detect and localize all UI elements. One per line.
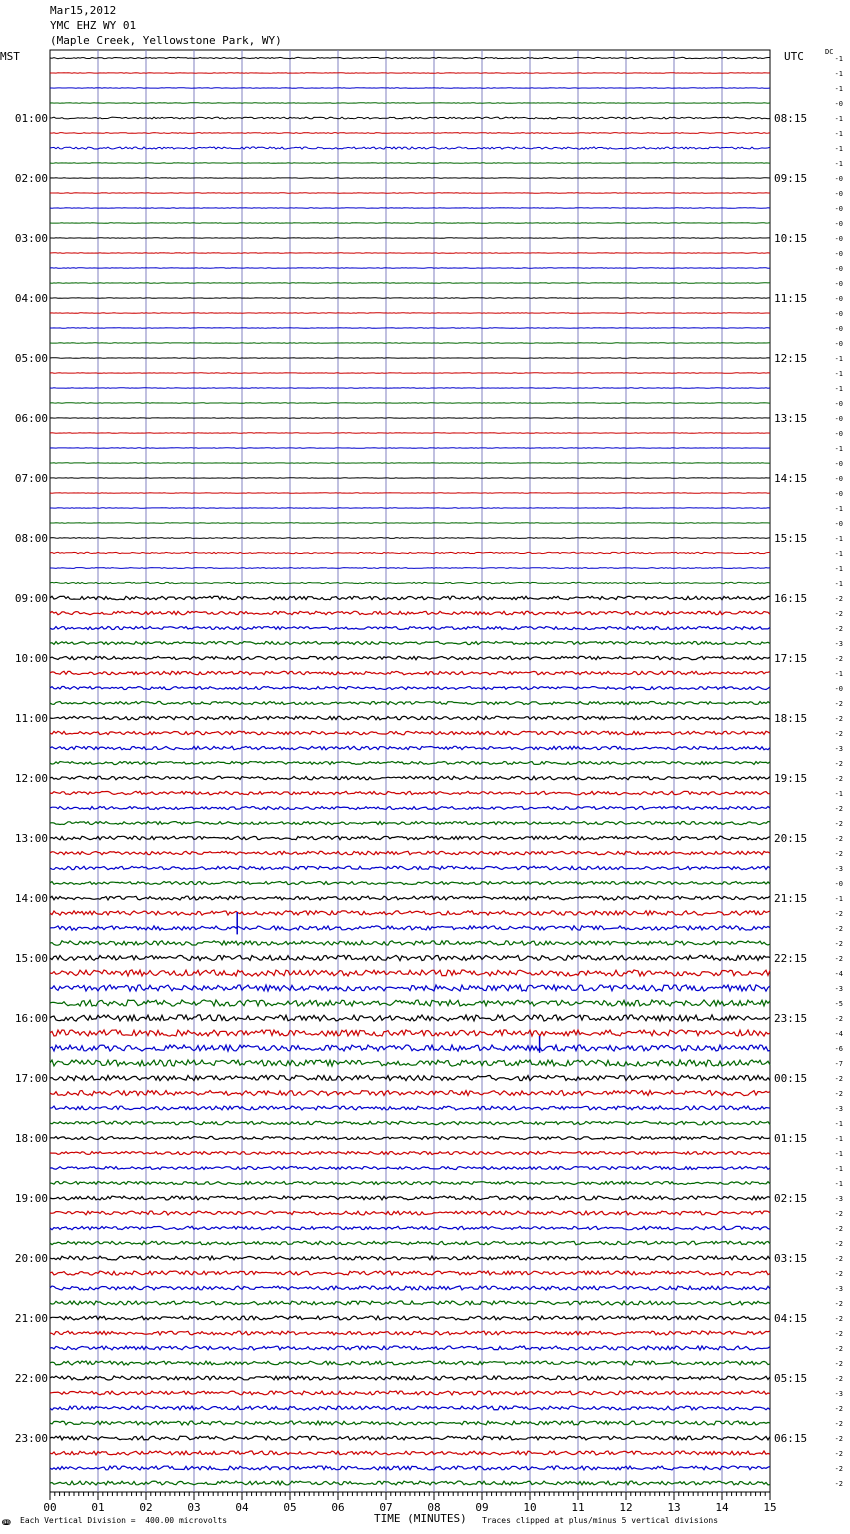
mst-hour-label: 09:00: [14, 592, 48, 605]
dc-offset-label: -1: [834, 385, 843, 393]
dc-offset-label: -2: [834, 1405, 843, 1413]
mst-hour-label: 21:00: [14, 1312, 48, 1325]
x-tick-label: 00: [43, 1501, 57, 1514]
trace-black: [50, 1256, 770, 1260]
trace-green: [50, 1481, 770, 1485]
trace-black: [50, 596, 770, 600]
mst-hour-label: 05:00: [14, 352, 48, 365]
utc-hour-label: 23:15: [774, 1012, 808, 1025]
scale-note: Each Vertical Division = 400.00 microvolts: [20, 1516, 228, 1525]
trace-blue: [50, 985, 770, 991]
mst-hour-label: 19:00: [14, 1192, 48, 1205]
dc-offset-label: -2: [834, 1450, 843, 1458]
dc-offset-label: -1: [834, 1165, 843, 1173]
x-tick-label: 13: [667, 1501, 681, 1514]
dc-offset-label: -2: [834, 595, 843, 603]
trace-black: [50, 716, 770, 720]
dc-offset-label: -0: [834, 280, 843, 288]
dc-offset-label: -2: [834, 760, 843, 768]
trace-red: [50, 1271, 770, 1275]
trace-blue: [50, 1045, 770, 1051]
trace-blue: [50, 627, 770, 630]
dc-offset-label: -2: [834, 1210, 843, 1218]
trace-black: [50, 1075, 770, 1080]
trace-green: [50, 1361, 770, 1365]
trace-blue: [50, 807, 770, 810]
trace-green: [50, 1060, 770, 1066]
mst-hour-label: 13:00: [14, 832, 48, 845]
trace-green: [50, 1000, 770, 1006]
dc-offset-label: -2: [834, 1345, 843, 1353]
dc-offset-label: -1: [834, 55, 843, 63]
dc-offset-label: -2: [834, 730, 843, 738]
trace-green: [50, 941, 770, 945]
mst-hour-label: 14:00: [14, 892, 48, 905]
trace-red: [50, 911, 770, 915]
dc-offset-label: -3: [834, 745, 843, 753]
dc-offset-label: -1: [834, 565, 843, 573]
dc-offset-label: -1: [834, 580, 843, 588]
trace-black: [50, 538, 770, 539]
utc-hour-label: 10:15: [774, 232, 808, 245]
dc-offset-label: -1: [834, 145, 843, 153]
left-axis-label: MST: [0, 50, 20, 63]
dc-offset-label: -2: [834, 1330, 843, 1338]
utc-hour-label: 15:15: [774, 532, 808, 545]
dc-offset-label: -2: [834, 1300, 843, 1308]
trace-red: [50, 1030, 770, 1036]
x-tick-label: 07: [379, 1501, 393, 1514]
trace-black: [50, 1376, 770, 1380]
mst-hour-label: 15:00: [14, 952, 48, 965]
plot-date: Mar15,2012: [50, 4, 117, 17]
x-tick-label: 06: [331, 1501, 345, 1514]
dc-offset-label: -0: [834, 490, 843, 498]
utc-hour-label: 13:15: [774, 412, 808, 425]
dc-offset-label: -7: [834, 1060, 843, 1068]
dc-offset-label: -4: [834, 1030, 843, 1038]
mst-hour-label: 06:00: [14, 412, 48, 425]
trace-green: [50, 822, 770, 825]
x-tick-label: 09: [475, 1501, 489, 1514]
trace-black: [50, 955, 770, 960]
trace-black: [50, 1137, 770, 1140]
dc-offset-label: -2: [834, 1075, 843, 1083]
dc-offset-label: -1: [834, 445, 843, 453]
trace-green: [50, 1301, 770, 1305]
dc-offset-label: -2: [834, 610, 843, 618]
trace-blue: [50, 1167, 770, 1170]
dc-offset-label: -1: [834, 550, 843, 558]
trace-red: [50, 552, 770, 553]
trace-black: [50, 896, 770, 900]
trace-blue: [50, 1226, 770, 1230]
trace-blue: [50, 1406, 770, 1410]
trace-black: [50, 57, 770, 58]
dc-offset-label: -3: [834, 865, 843, 873]
dc-offset-label: -1: [834, 85, 843, 93]
trace-blue: [50, 1106, 770, 1110]
trace-blue: [50, 568, 770, 569]
trace-black: [50, 1316, 770, 1320]
dc-offset-label: -2: [834, 1480, 843, 1488]
dc-offset-label: -1: [834, 70, 843, 78]
dc-offset-label: -1: [834, 115, 843, 123]
dc-offset-label: -2: [834, 1360, 843, 1368]
mst-hour-label: 12:00: [14, 772, 48, 785]
mst-hour-label: 02:00: [14, 172, 48, 185]
dc-offset-label: -0: [834, 175, 843, 183]
mst-hour-label: 17:00: [14, 1072, 48, 1085]
mst-hour-label: 03:00: [14, 232, 48, 245]
trace-green: [50, 1241, 770, 1245]
dc-offset-label: -3: [834, 985, 843, 993]
dc-offset-label: -0: [834, 520, 843, 528]
dc-offset-label: -2: [834, 1240, 843, 1248]
dc-offset-label: -2: [834, 805, 843, 813]
utc-hour-label: 19:15: [774, 772, 808, 785]
dc-offset-label: -2: [834, 940, 843, 948]
dc-offset-label: -1: [834, 1180, 843, 1188]
trace-black: [50, 1196, 770, 1200]
dc-offset-label: -2: [834, 1255, 843, 1263]
trace-red: [50, 1331, 770, 1335]
trace-black: [50, 117, 770, 119]
trace-red: [50, 1091, 770, 1096]
dc-offset-label: -2: [834, 775, 843, 783]
dc-offset-label: -3: [834, 1195, 843, 1203]
dc-offset-label: -2: [834, 1090, 843, 1098]
dc-offset-label: -1: [834, 130, 843, 138]
trace-blue: [50, 1466, 770, 1470]
dc-offset-label: -3: [834, 1285, 843, 1293]
trace-black: [50, 836, 770, 840]
dc-offset-label: -0: [834, 400, 843, 408]
right-axis-label: UTC: [784, 50, 804, 63]
dc-offset-label: -0: [834, 430, 843, 438]
dc-offset-label: -1: [834, 1135, 843, 1143]
dc-offset-label: -2: [834, 625, 843, 633]
dc-offset-label: -0: [834, 310, 843, 318]
utc-hour-label: 18:15: [774, 712, 808, 725]
utc-hour-label: 09:15: [774, 172, 808, 185]
trace-black: [50, 656, 770, 659]
dc-offset-label: -2: [834, 1420, 843, 1428]
dc-offset-label: -1: [834, 355, 843, 363]
dc-offset-label: -0: [834, 415, 843, 423]
trace-red: [50, 671, 770, 675]
dc-offset-label: -1: [834, 895, 843, 903]
dc-offset-label: -1: [834, 535, 843, 543]
utc-hour-label: 16:15: [774, 592, 808, 605]
trace-black: [50, 776, 770, 779]
mst-hour-label: 23:00: [14, 1432, 48, 1445]
trace-green: [50, 1421, 770, 1425]
dc-offset-label: -0: [834, 235, 843, 243]
station-location: (Maple Creek, Yellowstone Park, WY): [50, 34, 282, 47]
x-tick-label: 14: [715, 1501, 729, 1514]
dc-offset-label: -0: [834, 205, 843, 213]
trace-green: [50, 882, 770, 885]
dc-offset-label: -2: [834, 1270, 843, 1278]
mst-hour-label: 20:00: [14, 1252, 48, 1265]
utc-hour-label: 06:15: [774, 1432, 808, 1445]
mst-hour-label: 11:00: [14, 712, 48, 725]
utc-hour-label: 11:15: [774, 292, 808, 305]
x-tick-label: 03: [187, 1501, 201, 1514]
x-tick-label: 10: [523, 1501, 537, 1514]
x-tick-label: 11: [571, 1501, 585, 1514]
dc-offset-label: -0: [834, 265, 843, 273]
dc-offset-label: -2: [834, 1435, 843, 1443]
x-tick-label: 01: [91, 1501, 105, 1514]
trace-red: [50, 731, 770, 735]
utc-hour-label: 22:15: [774, 952, 808, 965]
dc-offset-label: -1: [834, 1120, 843, 1128]
trace-red: [50, 851, 770, 855]
corner-mark: ↈ: [2, 1518, 11, 1527]
trace-red: [50, 1391, 770, 1395]
dc-offset-label: -4: [834, 970, 843, 978]
utc-hour-label: 04:15: [774, 1312, 808, 1325]
trace-blue: [50, 746, 770, 749]
trace-red: [50, 791, 770, 795]
trace-green: [50, 582, 770, 583]
trace-black: [50, 1015, 770, 1021]
mst-hour-label: 04:00: [14, 292, 48, 305]
utc-hour-label: 20:15: [774, 832, 808, 845]
dc-offset-label: -1: [834, 505, 843, 513]
dc-offset-label: -1: [834, 160, 843, 168]
dc-offset-label: -3: [834, 640, 843, 648]
dc-offset-label: -2: [834, 910, 843, 918]
trace-blue: [50, 926, 770, 930]
dc-offset-label: -0: [834, 880, 843, 888]
trace-green: [50, 1121, 770, 1125]
dc-offset-label: -0: [834, 250, 843, 258]
trace-blue: [50, 866, 770, 870]
utc-hour-label: 08:15: [774, 112, 808, 125]
trace-blue: [50, 1346, 770, 1350]
mst-hour-label: 10:00: [14, 652, 48, 665]
dc-offset-label: -2: [834, 655, 843, 663]
dc-offset-label: -2: [834, 955, 843, 963]
dc-offset-label: -2: [834, 1225, 843, 1233]
utc-hour-label: 12:15: [774, 352, 808, 365]
dc-offset-label: -2: [834, 1315, 843, 1323]
dc-offset-label: -0: [834, 190, 843, 198]
dc-offset-label: -0: [834, 325, 843, 333]
dc-offset-label: -2: [834, 925, 843, 933]
trace-red: [50, 133, 770, 134]
dc-offset-label: -0: [834, 220, 843, 228]
mst-hour-label: 01:00: [14, 112, 48, 125]
trace-red: [50, 1152, 770, 1155]
mst-hour-label: 16:00: [14, 1012, 48, 1025]
trace-blue: [50, 687, 770, 690]
dc-offset-label: -2: [834, 715, 843, 723]
utc-hour-label: 14:15: [774, 472, 808, 485]
x-tick-label: 04: [235, 1501, 249, 1514]
dc-offset-label: -3: [834, 1105, 843, 1113]
trace-red: [50, 1211, 770, 1215]
dc-offset-label: -2: [834, 1465, 843, 1473]
clip-note: Traces clipped at plus/minus 5 vertical divisions: [482, 1516, 719, 1525]
utc-hour-label: 03:15: [774, 1252, 808, 1265]
utc-hour-label: 05:15: [774, 1372, 808, 1385]
trace-red: [50, 1451, 770, 1455]
dc-offset-label: -2: [834, 1015, 843, 1023]
dc-offset-label: -2: [834, 820, 843, 828]
trace-black: [50, 1436, 770, 1440]
dc-offset-label: -1: [834, 670, 843, 678]
mst-hour-label: 18:00: [14, 1132, 48, 1145]
dc-offset-label: -2: [834, 700, 843, 708]
trace-red: [50, 970, 770, 976]
mst-hour-label: 22:00: [14, 1372, 48, 1385]
dc-offset-label: -1: [834, 1150, 843, 1158]
plot-frame: [50, 50, 770, 1492]
trace-red: [50, 611, 770, 615]
dc-offset-label: -0: [834, 460, 843, 468]
dc-offset-label: -0: [834, 340, 843, 348]
mst-hour-label: 07:00: [14, 472, 48, 485]
dc-offset-label: -1: [834, 370, 843, 378]
x-tick-label: 12: [619, 1501, 633, 1514]
x-tick-label: 15: [763, 1501, 777, 1514]
trace-blue: [50, 1286, 770, 1290]
dc-offset-label: -1: [834, 790, 843, 798]
x-tick-label: 05: [283, 1501, 297, 1514]
x-tick-label: 02: [139, 1501, 153, 1514]
trace-green: [50, 1182, 770, 1185]
dc-offset-label: -2: [834, 835, 843, 843]
dc-offset-label: -5: [834, 1000, 843, 1008]
utc-hour-label: 21:15: [774, 892, 808, 905]
mst-hour-label: 08:00: [14, 532, 48, 545]
dc-offset-label: -6: [834, 1045, 843, 1053]
dc-offset-label: -0: [834, 475, 843, 483]
trace-green: [50, 762, 770, 765]
station-id: YMC EHZ WY 01: [50, 19, 137, 32]
dc-offset-label: -3: [834, 1390, 843, 1398]
dc-offset-label: -2: [834, 1375, 843, 1383]
trace-blue: [50, 147, 770, 149]
dc-offset-label: -2: [834, 850, 843, 858]
x-axis-label: TIME (MINUTES): [374, 1512, 467, 1525]
dc-offset-label: -0: [834, 685, 843, 693]
dc-offset-label: -0: [834, 100, 843, 108]
dc-offset-label: -0: [834, 295, 843, 303]
utc-hour-label: 01:15: [774, 1132, 808, 1145]
trace-green: [50, 642, 770, 645]
trace-green: [50, 702, 770, 705]
dc-label: DC: [825, 48, 834, 56]
x-tick-label: 08: [427, 1501, 441, 1514]
utc-hour-label: 17:15: [774, 652, 808, 665]
utc-hour-label: 00:15: [774, 1072, 808, 1085]
utc-hour-label: 02:15: [774, 1192, 808, 1205]
